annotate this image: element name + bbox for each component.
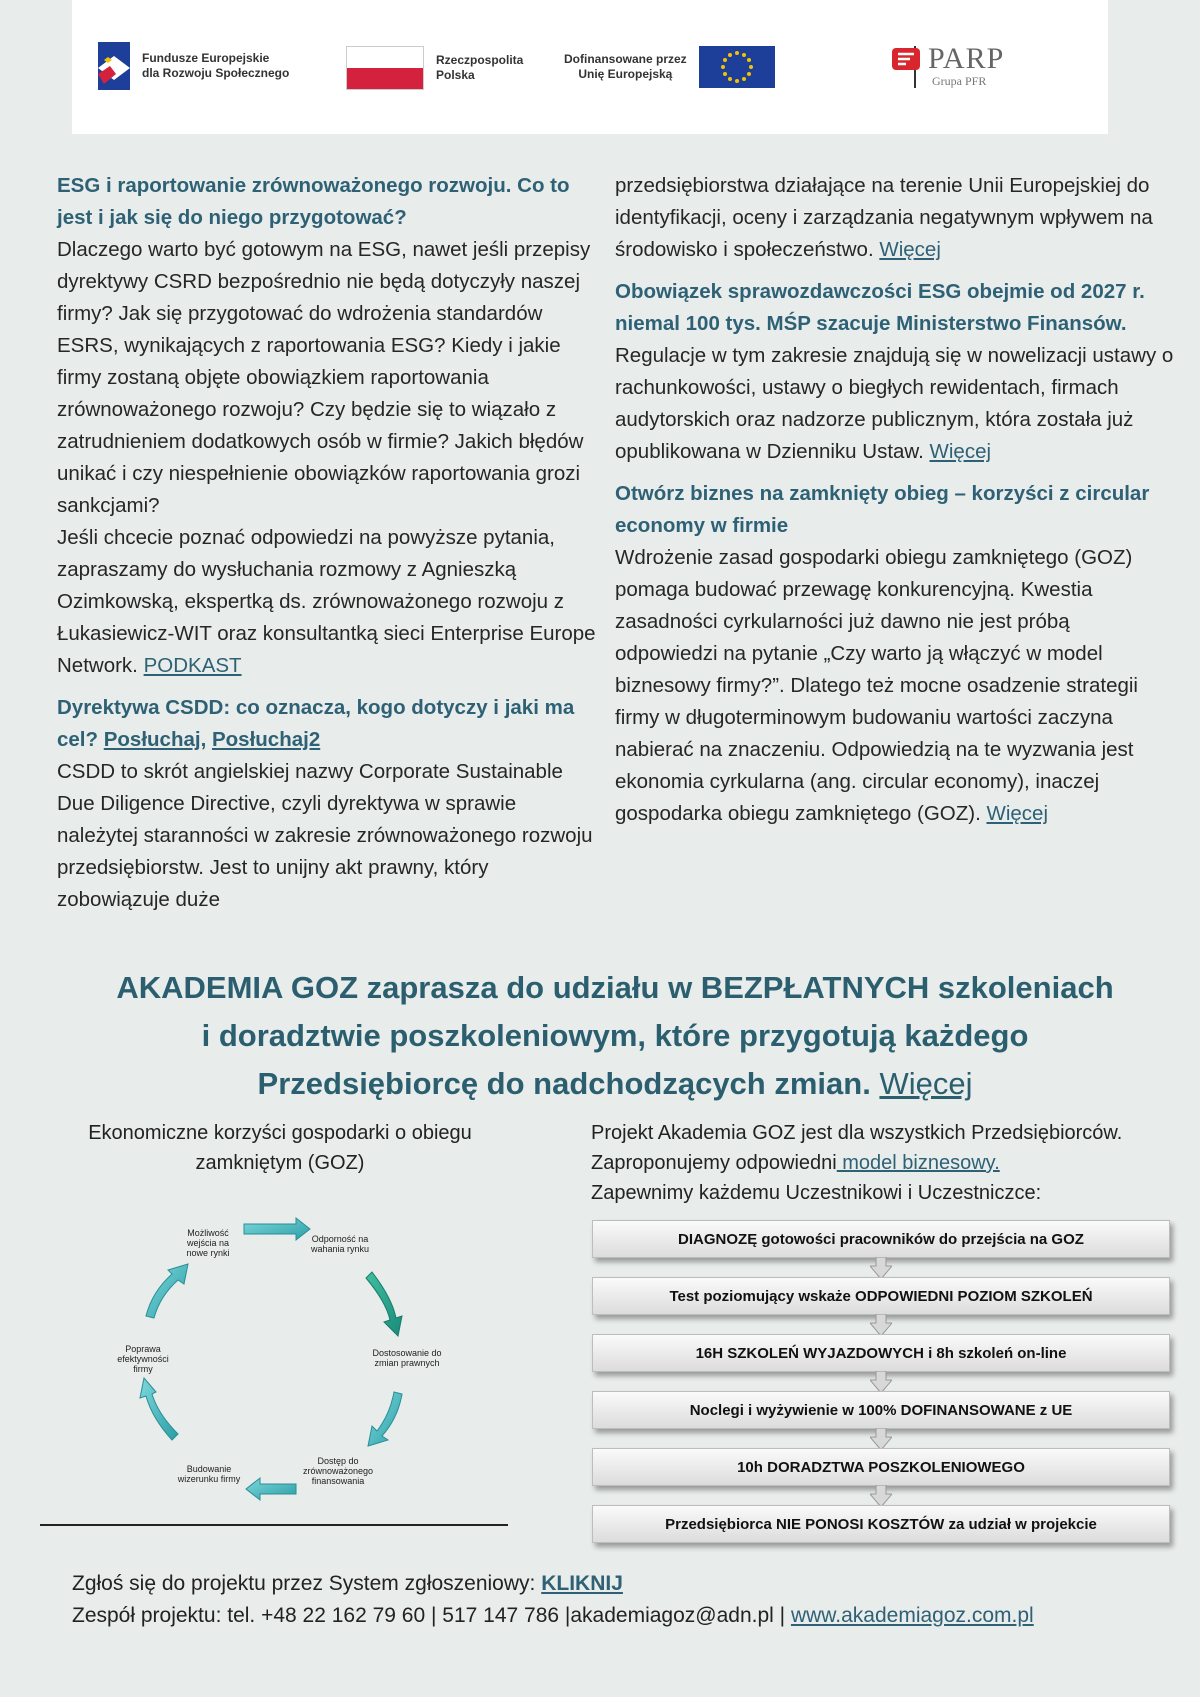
headline-more-link[interactable]: Więcej [879,1066,973,1101]
article-goz-body: Wdrożenie zasad gospodarki obiegu zamkniętego (GOZ) pomaga budować przewagę konkurencyjną. Kwestia zasadności cyrkularności już dawno nie jest próbą odpowiedzi na pytanie „Czy warto ją włączyć w model biznesowy firmy?”. Dlatego też mocne osadzenie strategii firmy w długoterminowym budowaniu wartości zaczyna nabierać na znaczeniu. Odpowiedzią na te wyzwania jest ekonomia cyrkularna (ang. circular economy), inaczej gospodarka obiegu zamkniętego (GOZ). Więcej [615,546,1138,825]
down-arrow-icon [870,1428,892,1450]
cycle-arrow-4 [246,1478,296,1500]
article-csdd-cont: przedsiębiorstwa działające na terenie Unii Europejskiej do identyfikacji, oceny i zarządzania negatywnym wpływem na środowisko i społeczeństwo. Więcej [615,174,1153,261]
more-link-1[interactable]: Więcej [879,238,941,261]
parp-logo-text: PARP [928,42,1005,75]
step-6: Przedsiębiorca NIE PONOSI KOSZTÓW za udział w projekcie [592,1505,1170,1543]
more-link-3[interactable]: Więcej [986,802,1048,825]
step-3: 16H SZKOLEŃ WYJAZDOWYCH i 8h szkoleń on-line [592,1334,1170,1372]
article-esg-body: Dlaczego warto być gotowym na ESG, nawet jeśli przepisy dyrektywy CSRD bezpośrednio nie będą dotyczyły naszej firmy? Jak się przygotować do wdrożenia standardów ESRS, wynikających z raportowania ESG? Kiedy i jakie firmy zostaną objęte obowiązkiem raportowania zrównoważonego rozwoju? Czy będzie się to wiązało z zatrudnieniem dodatkowych osób w firmie? Jakich błędów unikać i czy niespełnienie obowiązków raportowania grozi sankcjami? [57,238,591,517]
footer-line-2: Zespół projektu: tel. +48 22 162 79 60 | 517 147 786 |akademiagoz@adn.pl | www.akademiagoz.com.pl [72,1604,1034,1627]
headline-line-3: Przedsiębiorcę do nadchodzących zmian. Więcej [257,1066,973,1101]
cycle-label-6: Możliwość wejścia na nowe rynki [186,1228,230,1258]
cycle-arrow-5 [140,1378,178,1440]
eu-logo-text: Dofinansowane przez Unię Europejską [564,52,687,81]
cycle-label-5: Poprawa efektywności firmy [117,1344,169,1374]
cycle-label-1: Odporność na wahania rynku [310,1234,370,1254]
article-esg-body2: Jeśli chcecie poznać odpowiedzi na powyższe pytania, zapraszamy do wysłuchania rozmowy z Agnieszką Ozimkowską, ekspertką ds. zrównoważonego rozwoju z Łukasiewicz-WIT oraz konsultantką sieci Enterprise Europe Network. PODKAST [57,526,596,677]
step-1: DIAGNOZĘ gotowości pracowników do przejścia na GOZ [592,1220,1170,1258]
more-link-2[interactable]: Więcej [929,440,992,463]
rp-logo-text: Rzeczpospolita Polska [436,53,524,82]
cycle-diagram-title: Ekonomiczne korzyści gospodarki o obiegu zamkniętym (GOZ) [88,1122,472,1174]
business-model-link[interactable]: model biznesowy. [836,1152,1000,1174]
step-2: Test poziomujący wskaże ODPOWIEDNI POZIOM SZKOLEŃ [592,1277,1170,1315]
project-line-1: Projekt Akademia GOZ jest dla wszystkich Przedsiębiorców. [591,1122,1123,1144]
step-5: 10h DORADZTWA POSZKOLENIOWEGO [592,1448,1170,1486]
register-link[interactable]: KLIKNIJ [541,1572,623,1595]
article-mf-body: Regulacje w tym zakresie znajdują się w nowelizacji ustawy o rachunkowości, ustawy o biegłych rewidentach, firmach audytorskich oraz nadzorze publicznym, która została już opublikowana w Dzienniku Ustaw. Więcej [615,344,1174,463]
article-csdd-title: Dyrektywa CSDD: co oznacza, kogo dotyczy i jaki ma cel? Posłuchaj, Posłuchaj2 [57,696,575,751]
parp-logo-sub: Grupa PFR [932,74,987,88]
cycle-label-2: Dostosowanie do zmian prawnych [372,1348,442,1368]
project-info [591,1118,1191,1208]
footer-line-1: Zgłoś się do projektu przez System zgłoszeniowy: KLIKNIJ [72,1572,623,1595]
down-arrow-icon [870,1485,892,1507]
down-arrow-icon [870,1257,892,1279]
cycle-arrow-6 [146,1264,188,1318]
cycle-arrow-2 [366,1272,402,1336]
section-divider [40,1524,508,1526]
article-mf-title: Obowiązek sprawozdawczości ESG obejmie od 2027 r. niemal 100 tys. MŚP szacuje Ministerstwo Finansów. [615,280,1145,335]
listen2-link[interactable]: Posłuchaj2 [211,728,321,751]
project-line-3: Zapewnimy każdemu Uczestnikowi i Uczestniczce: [591,1182,1042,1204]
article-csdd-body: CSDD to skrót angielskiej nazwy Corporate Sustainable Due Diligence Directive, czyli dyrektywa w sprawie należytej staranności w zakresie zrównoważonego rozwoju przedsiębiorstw. Jest to unijny akt prawny, który zobowiązuje duże [57,760,593,911]
listen-link[interactable]: Posłuchaj [103,728,201,751]
down-arrow-icon [870,1314,892,1336]
fe-logo-text: Fundusze Europejskie dla Rozwoju Społecznego [142,51,290,80]
cycle-arrow-3 [368,1392,402,1446]
cycle-label-4: Budowanie wizerunku firmy [177,1464,241,1484]
article-esg-title: ESG i raportowanie zrównoważonego rozwoju. Co to jest i jak się do niego przygotować? [57,174,570,229]
website-link[interactable]: www.akademiagoz.com.pl [790,1604,1034,1627]
article-goz-title: Otwórz biznes na zamknięty obieg – korzyści z circular economy w firmie [615,482,1150,537]
footer [72,1568,1034,1632]
cycle-label-3: Dostęp do zrównoważonego finansowania [302,1456,374,1486]
headline-line-2: i doradztwie poszkoleniowym, które przygotują każdego [201,1018,1029,1053]
down-arrow-icon [870,1371,892,1393]
headline-line-1: AKADEMIA GOZ zaprasza do udziału w BEZPŁATNYCH szkoleniach [116,970,1114,1005]
step-4: Noclegi i wyżywienie w 100% DOFINANSOWANE z UE [592,1391,1170,1429]
podcast-link[interactable]: PODKAST [143,654,242,677]
project-line-2: Zaproponujemy odpowiedni model biznesowy. [591,1152,1000,1174]
